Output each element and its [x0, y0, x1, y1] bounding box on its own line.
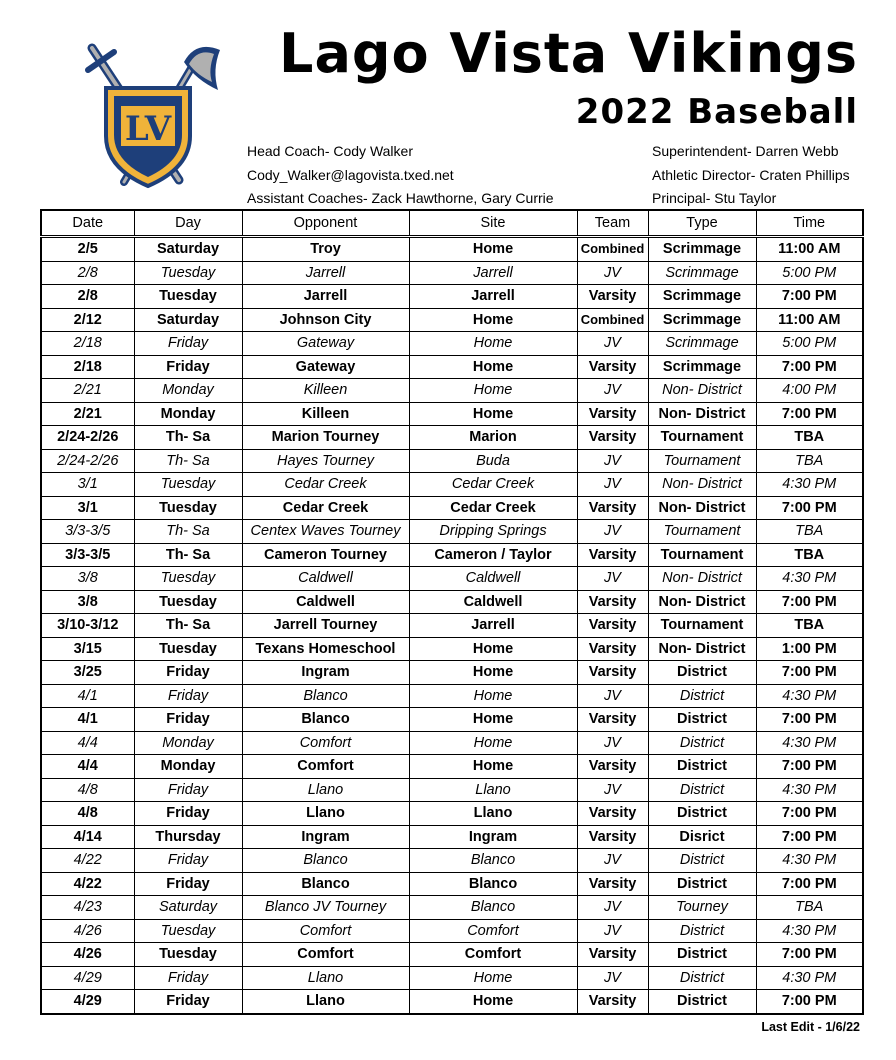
cell-opponent: Troy	[242, 237, 409, 262]
table-row	[41, 355, 863, 379]
cell-date: 2/18	[41, 355, 134, 379]
cell-site: Home	[409, 379, 577, 403]
cell-date: 2/24-2/26	[41, 449, 134, 473]
table-row	[41, 285, 863, 309]
cell-type: Scrimmage	[648, 285, 756, 309]
cell-site: Home	[409, 332, 577, 356]
coach-email[interactable]: Cody_Walker@lagovista.txed.net	[247, 166, 454, 183]
cell-date: 4/29	[41, 990, 134, 1014]
athletic-director: Athletic Director- Craten Phillips	[652, 166, 850, 183]
cell-time: 4:30 PM	[756, 473, 863, 497]
admin-info	[652, 140, 850, 211]
cell-team: JV	[577, 261, 648, 285]
cell-team: JV	[577, 896, 648, 920]
cell-time: 4:30 PM	[756, 778, 863, 802]
principal: Principal- Stu Taylor	[652, 190, 777, 206]
cell-site: Home	[409, 237, 577, 262]
table-row	[41, 590, 863, 614]
cell-day: Friday	[134, 778, 242, 802]
cell-day: Friday	[134, 966, 242, 990]
table-row	[41, 261, 863, 285]
table-row	[41, 943, 863, 967]
assistant-coaches: Assistant Coaches- Zack Hawthorne, Gary Currie	[247, 190, 554, 206]
cell-site: Home	[409, 708, 577, 732]
cell-date: 2/18	[41, 332, 134, 356]
cell-date: 4/22	[41, 872, 134, 896]
cell-site: Home	[409, 402, 577, 426]
cell-day: Friday	[134, 708, 242, 732]
cell-opponent: Texans Homeschool	[242, 637, 409, 661]
col-time: Time	[756, 210, 863, 237]
cell-opponent: Llano	[242, 802, 409, 826]
cell-type: District	[648, 990, 756, 1014]
cell-date: 2/12	[41, 308, 134, 332]
cell-type: Disrict	[648, 825, 756, 849]
coach-info	[247, 140, 554, 211]
cell-opponent: Ingram	[242, 825, 409, 849]
logo-letters: LV	[124, 109, 172, 149]
cell-date: 4/4	[41, 755, 134, 779]
cell-opponent: Cedar Creek	[242, 473, 409, 497]
cell-opponent: Blanco	[242, 872, 409, 896]
cell-site: Jarrell	[409, 285, 577, 309]
table-row	[41, 661, 863, 685]
cell-time: 4:30 PM	[756, 567, 863, 591]
cell-day: Tuesday	[134, 919, 242, 943]
cell-type: Non- District	[648, 590, 756, 614]
table-row	[41, 731, 863, 755]
cell-site: Blanco	[409, 849, 577, 873]
cell-time: 7:00 PM	[756, 496, 863, 520]
cell-opponent: Killeen	[242, 402, 409, 426]
col-date: Date	[41, 210, 134, 237]
cell-team: Varsity	[577, 825, 648, 849]
cell-type: District	[648, 966, 756, 990]
cell-site: Home	[409, 731, 577, 755]
cell-type: Tournament	[648, 449, 756, 473]
cell-date: 2/8	[41, 285, 134, 309]
cell-time: TBA	[756, 614, 863, 638]
cell-time: 4:30 PM	[756, 849, 863, 873]
cell-team: JV	[577, 332, 648, 356]
cell-team: JV	[577, 520, 648, 544]
cell-type: District	[648, 802, 756, 826]
cell-type: Non- District	[648, 402, 756, 426]
table-row	[41, 802, 863, 826]
cell-time: 5:00 PM	[756, 332, 863, 356]
cell-date: 4/14	[41, 825, 134, 849]
table-row	[41, 237, 863, 262]
cell-opponent: Marion Tourney	[242, 426, 409, 450]
cell-date: 3/1	[41, 496, 134, 520]
table-row	[41, 520, 863, 544]
cell-day: Tuesday	[134, 496, 242, 520]
table-row	[41, 473, 863, 497]
cell-site: Cedar Creek	[409, 496, 577, 520]
cell-day: Friday	[134, 990, 242, 1014]
cell-time: 11:00 AM	[756, 237, 863, 262]
cell-type: Tourney	[648, 896, 756, 920]
cell-opponent: Jarrell Tourney	[242, 614, 409, 638]
cell-day: Friday	[134, 355, 242, 379]
cell-opponent: Blanco	[242, 708, 409, 732]
cell-site: Buda	[409, 449, 577, 473]
cell-team: Varsity	[577, 590, 648, 614]
cell-team: Varsity	[577, 802, 648, 826]
cell-day: Tuesday	[134, 590, 242, 614]
cell-type: Scrimmage	[648, 261, 756, 285]
cell-opponent: Hayes Tourney	[242, 449, 409, 473]
cell-date: 4/26	[41, 919, 134, 943]
cell-site: Home	[409, 355, 577, 379]
table-header-row	[41, 210, 863, 237]
cell-date: 4/23	[41, 896, 134, 920]
table-row	[41, 778, 863, 802]
cell-opponent: Cedar Creek	[242, 496, 409, 520]
cell-site: Blanco	[409, 872, 577, 896]
cell-opponent: Caldwell	[242, 567, 409, 591]
cell-time: 11:00 AM	[756, 308, 863, 332]
table-row	[41, 496, 863, 520]
cell-team: Varsity	[577, 285, 648, 309]
cell-type: District	[648, 849, 756, 873]
cell-team: Varsity	[577, 402, 648, 426]
cell-time: TBA	[756, 520, 863, 544]
cell-type: Scrimmage	[648, 355, 756, 379]
cell-team: Varsity	[577, 661, 648, 685]
cell-team: Varsity	[577, 990, 648, 1014]
cell-day: Saturday	[134, 896, 242, 920]
table-row	[41, 896, 863, 920]
cell-date: 4/4	[41, 731, 134, 755]
cell-day: Th- Sa	[134, 543, 242, 567]
page-subtitle: 2022 Baseball	[575, 92, 858, 132]
cell-type: Non- District	[648, 473, 756, 497]
cell-date: 4/22	[41, 849, 134, 873]
cell-date: 3/3-3/5	[41, 520, 134, 544]
cell-team: Combined	[577, 237, 648, 262]
col-opponent: Opponent	[242, 210, 409, 237]
cell-team: Varsity	[577, 872, 648, 896]
cell-time: 7:00 PM	[756, 590, 863, 614]
cell-site: Jarrell	[409, 261, 577, 285]
cell-opponent: Killeen	[242, 379, 409, 403]
table-row	[41, 308, 863, 332]
cell-date: 3/15	[41, 637, 134, 661]
cell-site: Dripping Springs	[409, 520, 577, 544]
cell-site: Ingram	[409, 825, 577, 849]
cell-time: 4:30 PM	[756, 966, 863, 990]
cell-type: District	[648, 778, 756, 802]
cell-time: 7:00 PM	[756, 402, 863, 426]
table-row	[41, 543, 863, 567]
cell-opponent: Ingram	[242, 661, 409, 685]
cell-time: 4:30 PM	[756, 731, 863, 755]
cell-site: Llano	[409, 802, 577, 826]
cell-time: 7:00 PM	[756, 708, 863, 732]
cell-time: 4:30 PM	[756, 684, 863, 708]
cell-site: Home	[409, 637, 577, 661]
cell-time: 7:00 PM	[756, 802, 863, 826]
cell-day: Friday	[134, 802, 242, 826]
cell-opponent: Jarrell	[242, 261, 409, 285]
cell-team: Varsity	[577, 755, 648, 779]
cell-type: District	[648, 755, 756, 779]
cell-opponent: Llano	[242, 778, 409, 802]
cell-site: Cedar Creek	[409, 473, 577, 497]
cell-type: District	[648, 708, 756, 732]
cell-site: Home	[409, 966, 577, 990]
cell-day: Friday	[134, 684, 242, 708]
table-row	[41, 849, 863, 873]
cell-date: 4/29	[41, 966, 134, 990]
cell-opponent: Comfort	[242, 919, 409, 943]
cell-time: 7:00 PM	[756, 825, 863, 849]
table-row	[41, 426, 863, 450]
cell-opponent: Cameron Tourney	[242, 543, 409, 567]
cell-type: Tournament	[648, 543, 756, 567]
page-title: Lago Vista Vikings	[279, 22, 858, 85]
col-site: Site	[409, 210, 577, 237]
cell-type: District	[648, 731, 756, 755]
cell-opponent: Comfort	[242, 731, 409, 755]
cell-type: Tournament	[648, 426, 756, 450]
cell-time: TBA	[756, 426, 863, 450]
cell-opponent: Caldwell	[242, 590, 409, 614]
cell-site: Caldwell	[409, 590, 577, 614]
cell-day: Monday	[134, 402, 242, 426]
shield-crest-icon	[84, 40, 224, 190]
cell-time: 7:00 PM	[756, 661, 863, 685]
cell-type: District	[648, 684, 756, 708]
cell-type: Tournament	[648, 614, 756, 638]
cell-team: Varsity	[577, 637, 648, 661]
cell-day: Friday	[134, 849, 242, 873]
cell-day: Friday	[134, 661, 242, 685]
school-logo	[84, 40, 224, 190]
cell-date: 3/8	[41, 590, 134, 614]
schedule-table	[40, 209, 864, 1015]
cell-date: 3/3-3/5	[41, 543, 134, 567]
cell-time: 4:00 PM	[756, 379, 863, 403]
table-row	[41, 872, 863, 896]
cell-site: Home	[409, 308, 577, 332]
cell-team: Combined	[577, 308, 648, 332]
table-row	[41, 755, 863, 779]
superintendent: Superintendent- Darren Webb	[652, 143, 839, 159]
cell-type: District	[648, 919, 756, 943]
table-row	[41, 990, 863, 1014]
cell-time: TBA	[756, 543, 863, 567]
cell-opponent: Johnson City	[242, 308, 409, 332]
cell-type: District	[648, 661, 756, 685]
table-row	[41, 449, 863, 473]
cell-team: Varsity	[577, 496, 648, 520]
cell-day: Th- Sa	[134, 426, 242, 450]
cell-type: Scrimmage	[648, 237, 756, 262]
cell-date: 4/8	[41, 802, 134, 826]
cell-team: Varsity	[577, 943, 648, 967]
cell-team: JV	[577, 849, 648, 873]
cell-date: 4/26	[41, 943, 134, 967]
cell-team: JV	[577, 919, 648, 943]
cell-site: Home	[409, 684, 577, 708]
cell-time: TBA	[756, 896, 863, 920]
col-day: Day	[134, 210, 242, 237]
cell-date: 3/10-3/12	[41, 614, 134, 638]
cell-date: 2/5	[41, 237, 134, 262]
cell-team: JV	[577, 778, 648, 802]
cell-type: Tournament	[648, 520, 756, 544]
cell-day: Tuesday	[134, 285, 242, 309]
table-row	[41, 379, 863, 403]
cell-site: Caldwell	[409, 567, 577, 591]
cell-site: Home	[409, 661, 577, 685]
cell-opponent: Llano	[242, 966, 409, 990]
cell-site: Comfort	[409, 919, 577, 943]
cell-date: 2/24-2/26	[41, 426, 134, 450]
cell-type: Non- District	[648, 567, 756, 591]
cell-opponent: Comfort	[242, 943, 409, 967]
cell-opponent: Comfort	[242, 755, 409, 779]
cell-day: Monday	[134, 731, 242, 755]
cell-type: Scrimmage	[648, 332, 756, 356]
table-row	[41, 402, 863, 426]
cell-time: 7:00 PM	[756, 755, 863, 779]
table-row	[41, 708, 863, 732]
table-row	[41, 332, 863, 356]
cell-opponent: Jarrell	[242, 285, 409, 309]
cell-team: JV	[577, 379, 648, 403]
cell-time: 7:00 PM	[756, 355, 863, 379]
cell-opponent: Llano	[242, 990, 409, 1014]
cell-date: 3/1	[41, 473, 134, 497]
cell-opponent: Gateway	[242, 332, 409, 356]
cell-opponent: Gateway	[242, 355, 409, 379]
cell-time: TBA	[756, 449, 863, 473]
cell-opponent: Blanco	[242, 684, 409, 708]
cell-date: 3/25	[41, 661, 134, 685]
cell-team: JV	[577, 731, 648, 755]
cell-site: Llano	[409, 778, 577, 802]
cell-day: Th- Sa	[134, 449, 242, 473]
col-type: Type	[648, 210, 756, 237]
table-row	[41, 684, 863, 708]
cell-team: Varsity	[577, 614, 648, 638]
cell-team: JV	[577, 966, 648, 990]
table-row	[41, 637, 863, 661]
cell-day: Tuesday	[134, 567, 242, 591]
cell-opponent: Blanco JV Tourney	[242, 896, 409, 920]
cell-time: 4:30 PM	[756, 919, 863, 943]
cell-opponent: Centex Waves Tourney	[242, 520, 409, 544]
col-team: Team	[577, 210, 648, 237]
cell-time: 7:00 PM	[756, 872, 863, 896]
cell-site: Home	[409, 990, 577, 1014]
cell-site: Jarrell	[409, 614, 577, 638]
head-coach: Head Coach- Cody Walker	[247, 143, 413, 159]
cell-day: Friday	[134, 332, 242, 356]
cell-type: Non- District	[648, 379, 756, 403]
last-edit: Last Edit - 1/6/22	[761, 1020, 860, 1034]
table-row	[41, 614, 863, 638]
cell-site: Marion	[409, 426, 577, 450]
cell-type: District	[648, 872, 756, 896]
cell-team: JV	[577, 473, 648, 497]
cell-date: 4/1	[41, 684, 134, 708]
cell-day: Tuesday	[134, 261, 242, 285]
cell-day: Saturday	[134, 237, 242, 262]
schedule-body	[41, 237, 863, 1014]
cell-time: 5:00 PM	[756, 261, 863, 285]
table-row	[41, 825, 863, 849]
cell-type: Non- District	[648, 637, 756, 661]
cell-day: Tuesday	[134, 637, 242, 661]
cell-time: 7:00 PM	[756, 943, 863, 967]
cell-day: Saturday	[134, 308, 242, 332]
cell-time: 7:00 PM	[756, 285, 863, 309]
cell-date: 2/21	[41, 379, 134, 403]
cell-team: Varsity	[577, 355, 648, 379]
cell-site: Home	[409, 755, 577, 779]
cell-date: 2/8	[41, 261, 134, 285]
cell-team: Varsity	[577, 708, 648, 732]
cell-date: 2/21	[41, 402, 134, 426]
cell-date: 3/8	[41, 567, 134, 591]
cell-day: Monday	[134, 379, 242, 403]
cell-day: Tuesday	[134, 943, 242, 967]
cell-team: JV	[577, 449, 648, 473]
table-row	[41, 567, 863, 591]
cell-site: Cameron / Taylor	[409, 543, 577, 567]
cell-day: Tuesday	[134, 473, 242, 497]
cell-day: Thursday	[134, 825, 242, 849]
cell-type: District	[648, 943, 756, 967]
cell-type: Non- District	[648, 496, 756, 520]
cell-site: Comfort	[409, 943, 577, 967]
cell-team: JV	[577, 567, 648, 591]
cell-date: 4/8	[41, 778, 134, 802]
cell-site: Blanco	[409, 896, 577, 920]
cell-time: 7:00 PM	[756, 990, 863, 1014]
cell-day: Th- Sa	[134, 614, 242, 638]
cell-day: Monday	[134, 755, 242, 779]
cell-time: 1:00 PM	[756, 637, 863, 661]
table-row	[41, 966, 863, 990]
table-row	[41, 919, 863, 943]
cell-date: 4/1	[41, 708, 134, 732]
cell-day: Th- Sa	[134, 520, 242, 544]
cell-team: Varsity	[577, 543, 648, 567]
cell-team: Varsity	[577, 426, 648, 450]
cell-day: Friday	[134, 872, 242, 896]
cell-opponent: Blanco	[242, 849, 409, 873]
cell-type: Scrimmage	[648, 308, 756, 332]
cell-team: JV	[577, 684, 648, 708]
